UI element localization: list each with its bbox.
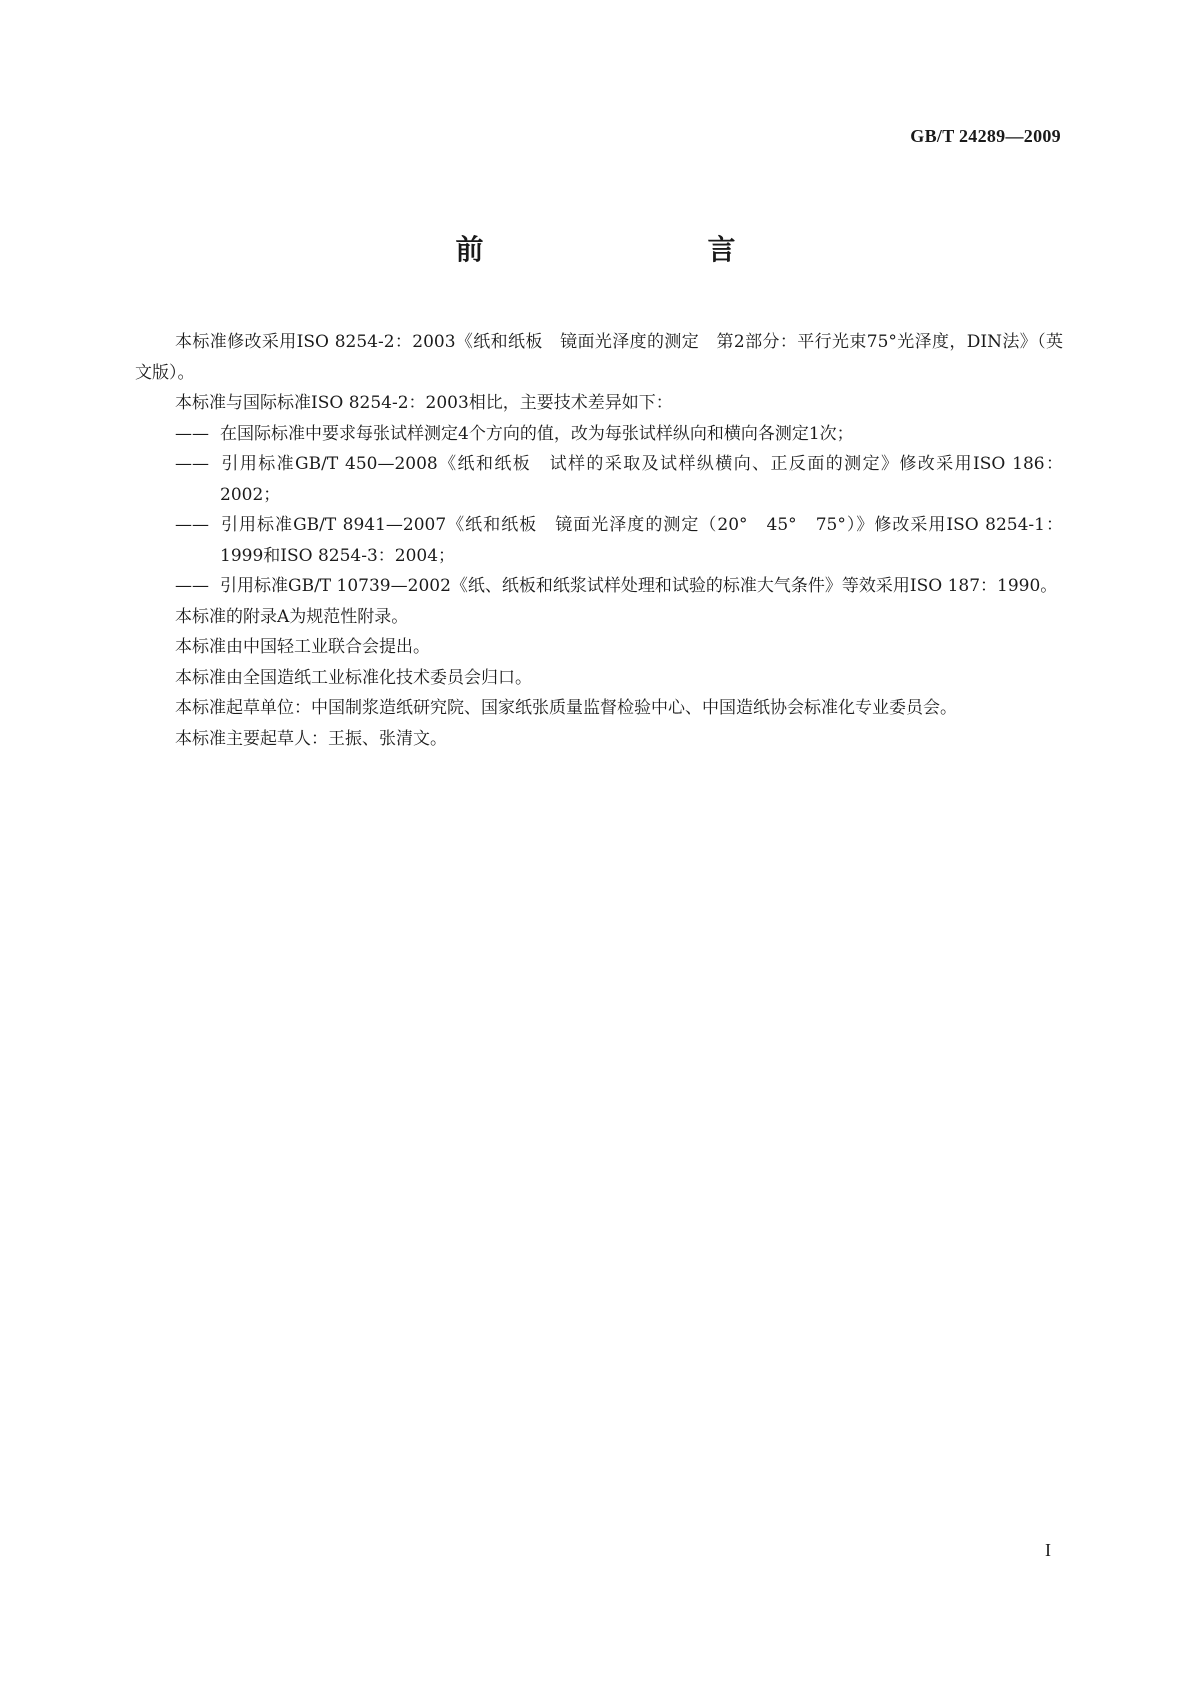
drafters-paragraph: 本标准主要起草人：王振、张清文。	[175, 728, 447, 749]
page-title: 前 言	[455, 233, 792, 266]
drafting-units-paragraph: 本标准起草单位：中国制浆造纸研究院、国家纸张质量监督检验中心、中国造纸协会标准化专业委员会。	[175, 698, 957, 718]
dash-marker: ——	[175, 515, 209, 535]
difference-item	[135, 419, 1063, 450]
difference-text: 引用标准GB/T 10739—2002《纸、纸板和纸浆试样处理和试验的标准大气条件》等效采用ISO 187：1990。	[220, 576, 1058, 596]
difference-item	[135, 571, 1063, 602]
proposer-paragraph: 本标准由中国轻工业联合会提出。	[175, 637, 430, 657]
difference-item	[135, 510, 1063, 571]
dash-marker: ——	[175, 576, 209, 596]
standard-code: GB/T 24289—2009	[910, 126, 1061, 146]
differences-intro: 本标准与国际标准ISO 8254-2：2003相比，主要技术差异如下：	[175, 393, 673, 413]
foreword-body	[135, 327, 1063, 754]
difference-item	[135, 449, 1063, 510]
annex-paragraph: 本标准的附录A为规范性附录。	[175, 606, 409, 627]
difference-text: 引用标准GB/T 450—2008《纸和纸板 试样的采取及试样纵横向、正反面的测定》修改采用ISO 186：2002；	[220, 454, 1063, 505]
difference-text: 在国际标准中要求每张试样测定4个方向的值，改为每张试样纵向和横向各测定1次；	[220, 423, 854, 444]
dash-marker: ——	[175, 454, 209, 474]
committee-paragraph: 本标准由全国造纸工业标准化技术委员会归口。	[175, 667, 532, 688]
dash-marker: ——	[175, 423, 209, 444]
difference-text: 引用标准GB/T 8941—2007《纸和纸板 镜面光泽度的测定（20° 45° 75°）》修改采用ISO 8254-1：1999和ISO 8254-3：2004；	[220, 515, 1063, 566]
adoption-paragraph: 本标准修改采用ISO 8254-2：2003《纸和纸板 镜面光泽度的测定 第2部分：平行光束75°光泽度，DIN法》（英文版）。	[135, 332, 1063, 383]
page-number: I	[1045, 1540, 1051, 1560]
